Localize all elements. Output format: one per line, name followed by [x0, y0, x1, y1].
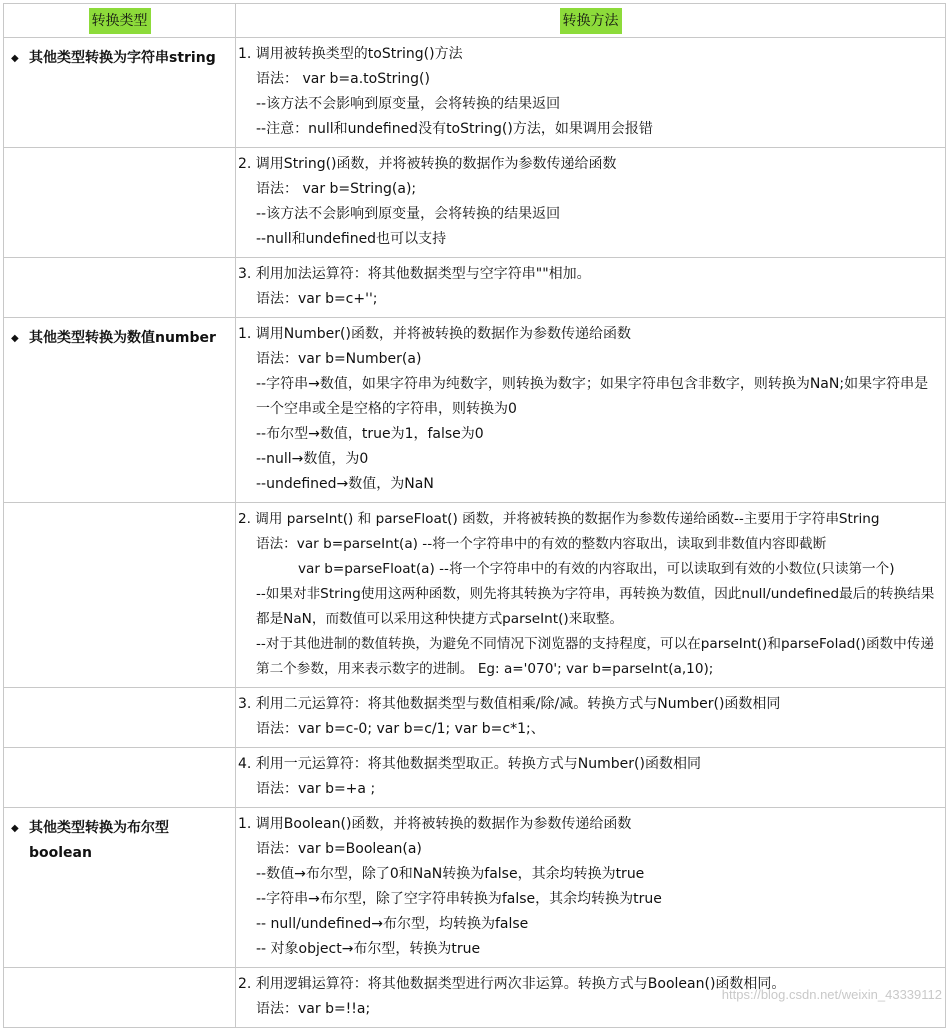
method-line: 语法：var b=c+'';: [256, 291, 378, 307]
method-line: 语法： var b=a.toString(): [256, 71, 430, 87]
type-cell-empty: [4, 748, 236, 808]
method-line: 1. 调用Boolean()函数，并将被转换的数据作为参数传递给函数: [238, 816, 632, 832]
method-cell: [236, 688, 946, 748]
diamond-bullet-icon: ◆: [11, 53, 19, 64]
method-line: 语法：var b=Number(a): [256, 351, 422, 367]
method-line: -- 对象object→布尔型，转换为true: [256, 941, 481, 957]
type-label-boolean-line1: 其他类型转换为布尔型: [29, 820, 169, 836]
table-row: [4, 688, 946, 748]
method-line: 语法：var b=Boolean(a): [256, 841, 422, 857]
table-row: [4, 148, 946, 258]
header-type-cell: [4, 4, 236, 38]
method-line: 3. 利用加法运算符：将其他数据类型与空字符串""相加。: [238, 266, 591, 282]
header-method-cell: [236, 4, 946, 38]
type-cell-string: [4, 38, 236, 148]
method-line: 语法： var b=String(a);: [256, 181, 417, 197]
method-cell: [236, 503, 946, 688]
method-line: --该方法不会影响到原变量，会将转换的结果返回: [256, 96, 561, 112]
header-type-label: 转换类型: [89, 8, 151, 34]
method-line: --数值→布尔型，除了0和NaN转换为false，其余均转换为true: [256, 866, 645, 882]
table-row: [4, 318, 946, 503]
type-cell-empty: [4, 688, 236, 748]
type-cell-boolean: [4, 808, 236, 968]
method-line: 1. 调用被转换类型的toString()方法: [238, 46, 463, 62]
method-line: --null→数值，为0: [256, 451, 369, 467]
table-row: [4, 503, 946, 688]
method-cell: [236, 318, 946, 503]
method-line: --对于其他进制的数值转换，为避免不同情况下浏览器的支持程度，可以在parseInt()和parseFolad()函数中传递第二个参数，用来表示数字的进制。 Eg: a='070'; var b=parseInt(a,10);: [256, 636, 934, 677]
method-line: 3. 利用二元运算符：将其他数据类型与数值相乘/除/减。转换方式与Number()函数相同: [238, 696, 781, 712]
method-cell: [236, 258, 946, 318]
table-row: [4, 38, 946, 148]
method-cell: [236, 148, 946, 258]
method-line: 4. 利用一元运算符：将其他数据类型取正。转换方式与Number()函数相同: [238, 756, 701, 772]
method-line: --null和undefined也可以支持: [256, 231, 447, 247]
method-line: --该方法不会影响到原变量，会将转换的结果返回: [256, 206, 561, 222]
table-header-row: [4, 4, 946, 38]
method-line: 1. 调用Number()函数，并将被转换的数据作为参数传递给函数: [238, 326, 631, 342]
header-method-label: 转换方法: [560, 8, 622, 34]
type-cell-empty: [4, 258, 236, 318]
type-label-number: 其他类型转换为数值number: [29, 330, 216, 346]
method-line: 语法：var b=!!a;: [256, 1001, 371, 1017]
method-line: --布尔型→数值，true为1，false为0: [256, 426, 484, 442]
diamond-bullet-icon: ◆: [11, 823, 19, 834]
method-line: var b=parseFloat(a) --将一个字符串中的有效的内容取出，可以读取到有效的小数位(只读第一个): [298, 561, 895, 577]
type-cell-empty: [4, 148, 236, 258]
type-label-string: 其他类型转换为字符串string: [29, 50, 216, 66]
method-line: 语法：var b=parseInt(a) --将一个字符串中的有效的整数内容取出，读取到非数值内容即截断: [256, 536, 827, 552]
type-cell-number: [4, 318, 236, 503]
type-cell-empty: [4, 503, 236, 688]
table-row: [4, 258, 946, 318]
method-line: 2. 利用逻辑运算符：将其他数据类型进行两次非运算。转换方式与Boolean()函数相同。: [238, 976, 786, 992]
method-line: --undefined→数值，为NaN: [256, 476, 434, 492]
method-line: 2. 调用String()函数，并将被转换的数据作为参数传递给函数: [238, 156, 617, 172]
method-line: --字符串→数值，如果字符串为纯数字，则转换为数字；如果字符串包含非数字，则转换为NaN;如果字符串是一个空串或全是空格的字符串，则转换为0: [256, 376, 929, 417]
method-cell: [236, 748, 946, 808]
type-cell-empty: [4, 968, 236, 1028]
type-label-boolean-line2: boolean: [29, 845, 92, 861]
method-line: --注意：null和undefined没有toString()方法，如果调用会报错: [256, 121, 653, 137]
table-row: [4, 748, 946, 808]
method-cell: [236, 808, 946, 968]
method-line: -- null/undefined→布尔型，均转换为false: [256, 916, 529, 932]
method-line: 语法：var b=c-0; var b=c/1; var b=c*1;、: [256, 721, 545, 737]
method-line: --如果对非String使用这两种函数，则先将其转换为字符串，再转换为数值，因此null/undefined最后的转换结果都是NaN，而数值可以采用这种快捷方式parseInt()来取整。: [256, 586, 935, 627]
method-cell: [236, 38, 946, 148]
conversion-table: [3, 3, 946, 1028]
method-line: 语法：var b=+a ;: [256, 781, 376, 797]
method-line: 2. 调用 parseInt() 和 parseFloat() 函数，并将被转换的数据作为参数传递给函数--主要用于字符串String: [238, 511, 880, 527]
method-line: --字符串→布尔型，除了空字符串转换为false，其余均转换为true: [256, 891, 662, 907]
watermark-text: https://blog.csdn.net/weixin_43339112: [721, 987, 942, 1002]
table-row: [4, 808, 946, 968]
diamond-bullet-icon: ◆: [11, 333, 19, 344]
